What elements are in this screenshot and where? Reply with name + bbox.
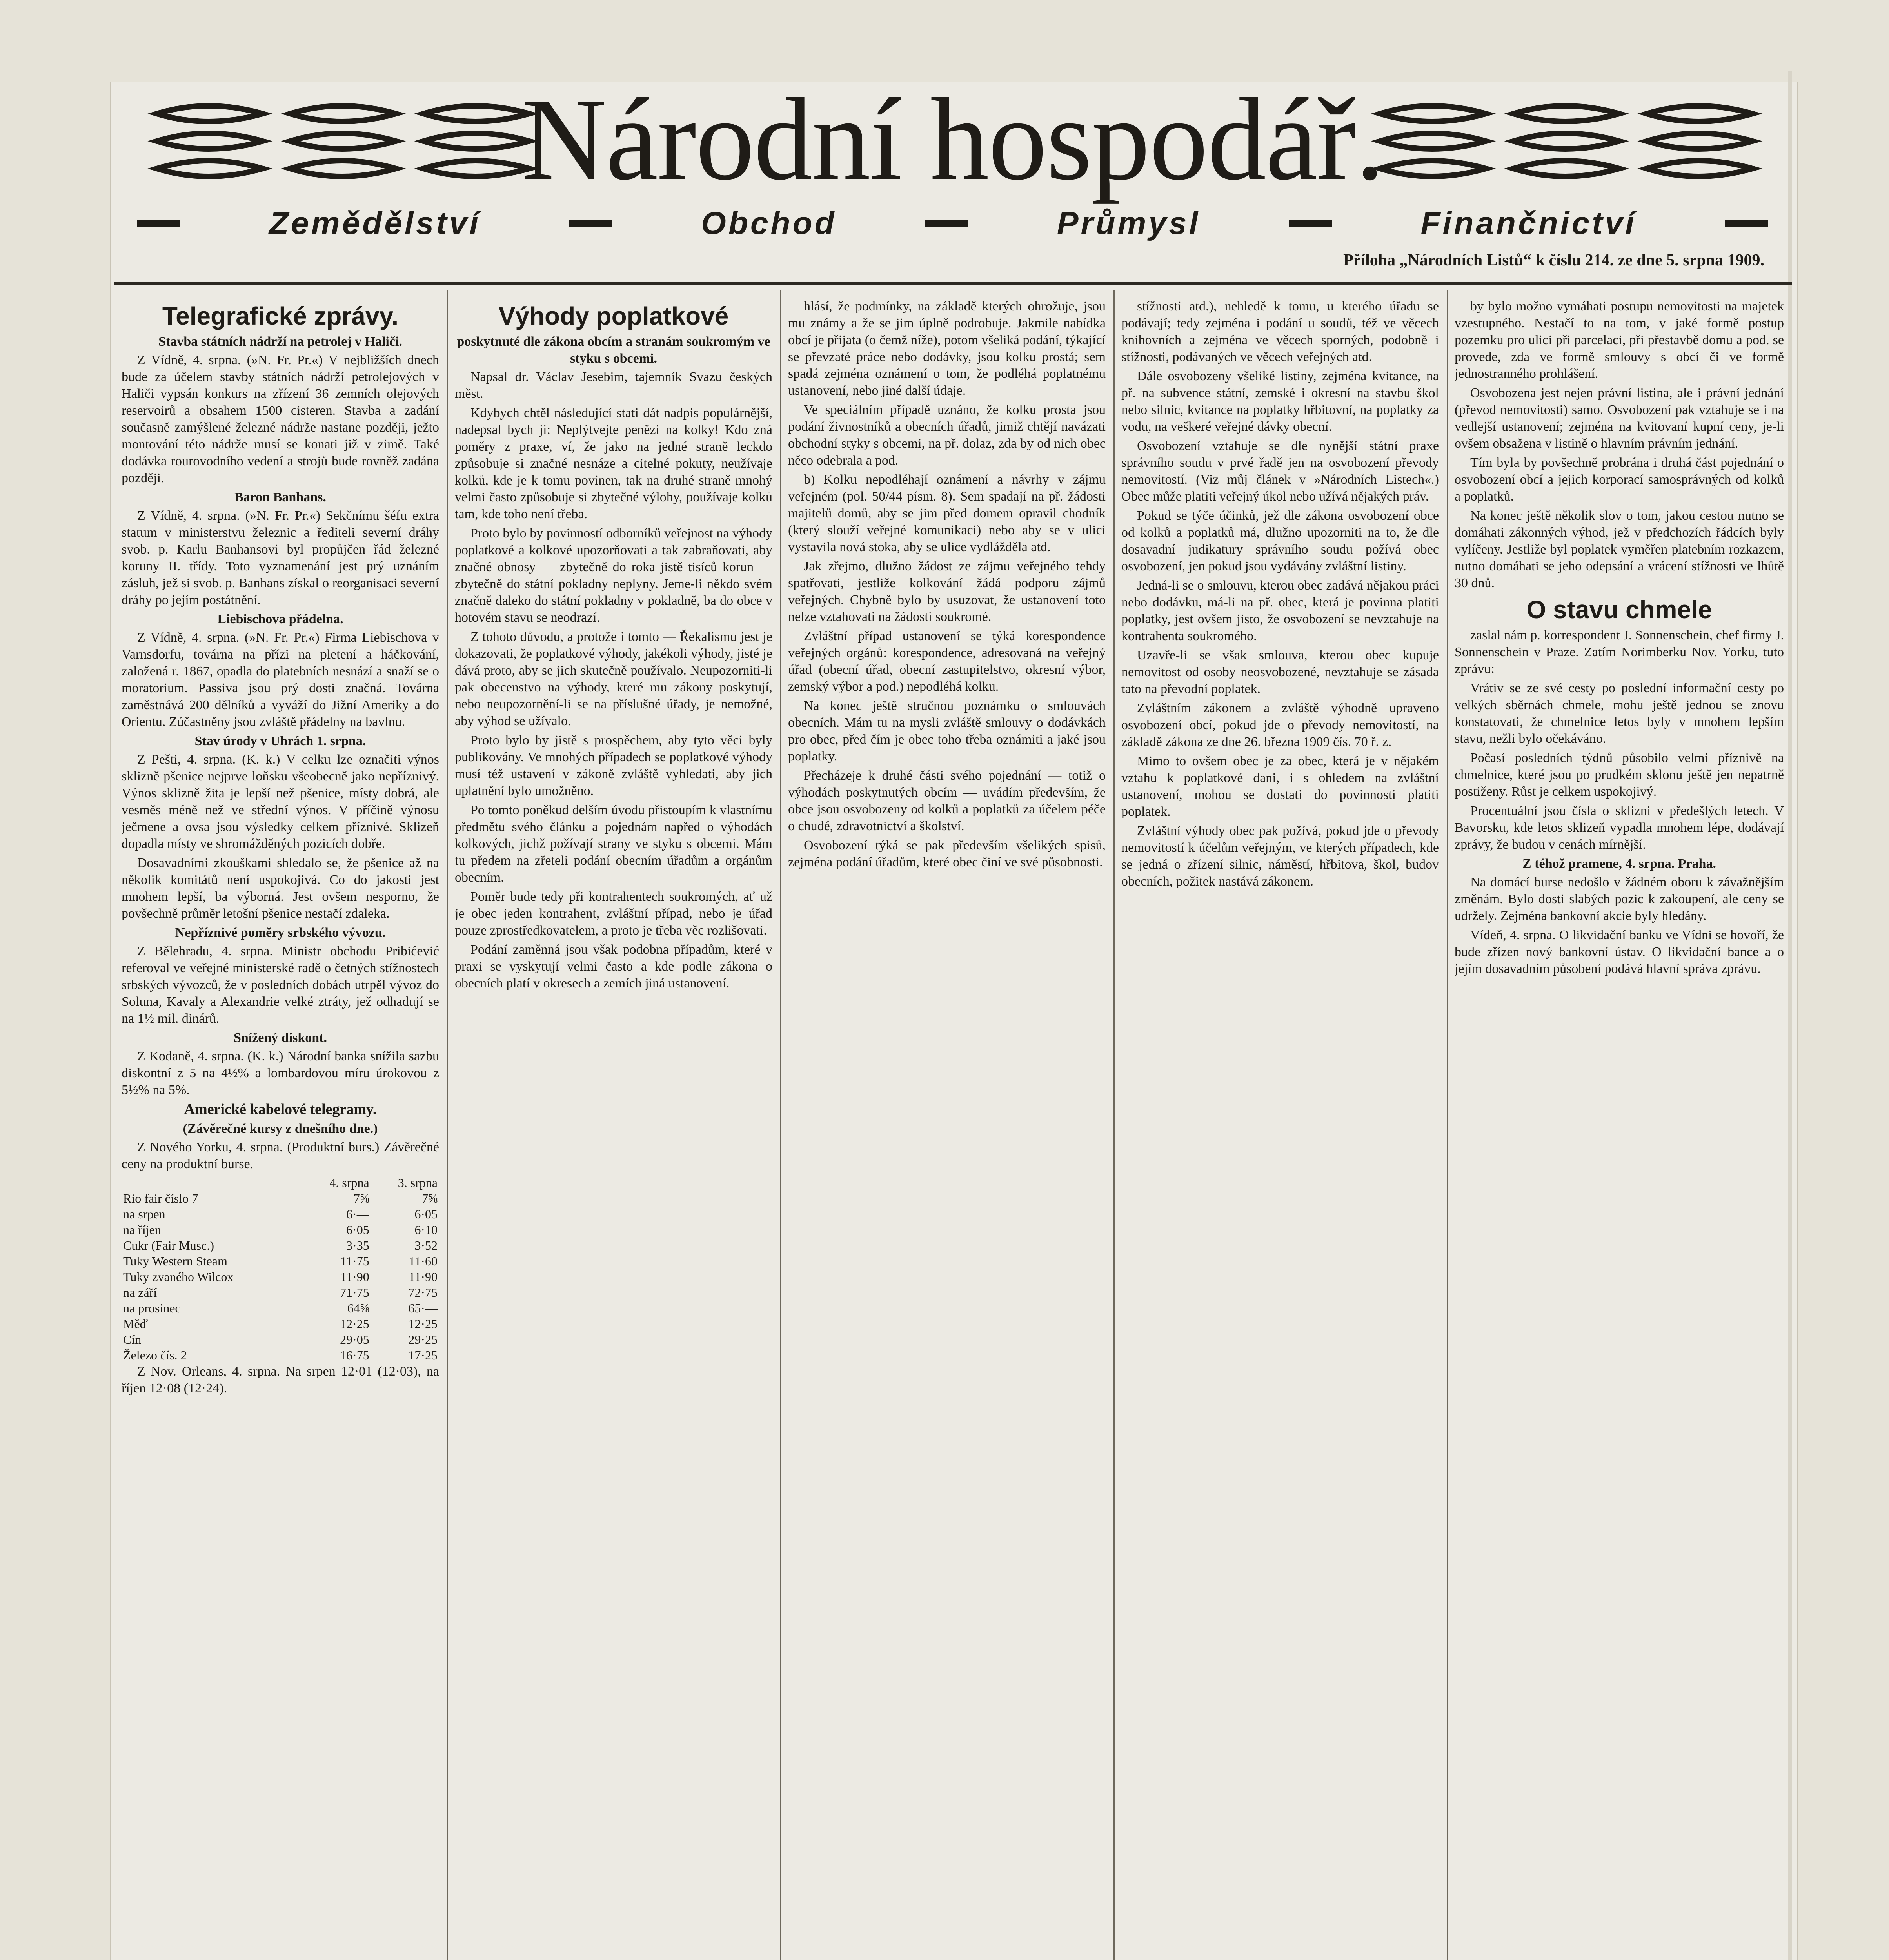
paragraph: Z tohoto důvodu, a protože i tomto — Řekalismu jest je dokazovati, že poplatkové výhody, jakékoli výhody, jisté je dává proto, aby se jich skutečně používalo. Neupozorniti-li pak obecenstvo na výhody, které mu zákony poskytují, nebo neupozornění-li se na příslušné úřady, je nemožné, aby výhod se užívalo. [455,630,772,728]
table-cell: na září [123,1285,157,1299]
column-telegraphs [122,298,439,1960]
rule-dash [1725,220,1768,227]
column-rule [780,290,781,1960]
table-cell: 6·05 [414,1207,438,1221]
paragraph: Z Kodaně, 4. srpna. (K. k.) Národní banka snížila sazbu diskontní z 5 na 4½% a lombardovou míru úrokovou z 5½% na 5%. [122,1049,439,1097]
paragraph: Zvláštním zákonem a zvláště výhodně upraveno osvobození obcí, pokud jde o převody nemovitostí, na základě zákona ze dne 26. března 1909 čís. 70 ř. z. [1121,701,1439,749]
paragraph: b) Kolku nepodléhají oznámení a návrhy v zájmu veřejném (pol. 50/44 písm. 8). Sem spadají na př. žádosti majitelů domů, aby se jim před domem opravil chodník (který slouží veřejné komunikaci) nebo aby se v ulici vystavila nová stoka, aby se ulice vydlážděla atd. [788,472,1106,554]
table-cell: Tuky zvaného Wilcox [123,1270,234,1284]
paragraph: Procentuální jsou čísla o sklizni v předešlých letech. V Bavorsku, kde letos sklizeň vypadla mnohem lépe, dodávají zprávy, že budou v cenách mírnější. [1455,804,1784,852]
table-cell: 29·25 [408,1332,438,1347]
table-cell: 65·— [408,1301,438,1315]
paragraph: Z Vídně, 4. srpna. (»N. Fr. Pr.«) V nejbližších dnech bude za účelem stavby státních nádrží petrolejových v Haliči vypsán konkurs na zřízení 36 zemních olejových reservoirů a obsahem 1500 cisteren. Stavba a zadání současně zamýšlené železné nádrže nastane později, ježto montování této nádrže musí se konati již v zimě. Také dodávka rourovodního vedení a strojů bude rovněž zadána později. [122,353,439,485]
column-fee-benefits [455,298,772,1960]
table-row [122,1191,439,1206]
paragraph: Osvobození vztahuje se dle nynější státní praxe správního soudu v prvé řadě jen na osvobození převody nemovitostí. (Viz můj článek v »Národních Listech«.) Obec může platiti veřejný úkol nebo užívá nějakých práv. [1121,439,1439,504]
market-table [122,1175,439,1363]
table-header [122,1175,302,1191]
table-cell: 12·25 [340,1317,369,1331]
column-3 [788,298,1106,1960]
table-cell: 7⅝ [353,1191,369,1205]
heading-telegraphs: Telegrafické zprávy. [162,302,399,330]
paragraph: Ve speciálním případě uznáno, že kolku prosta jsou podání živnostníků a obecních úřadů, jimiž chtějí navázati obchodní styky s obcemi, na př. dolaz, zda by od nich obec něco odebrala a pod. [788,403,1106,468]
byline: Napsal dr. Václav Jesebim, tajemník Svazu českých měst. [455,370,772,401]
paragraph: Na konec ještě stručnou poznámku o smlouvách obecních. Mám tu na mysli zvláště smlouvy o dodávkách pro obec, před čím je obec toho třeba oznámiti a jaké jsou poplatky. [788,699,1106,764]
paragraph: stížnosti atd.), nehledě k tomu, u kterého úřadu se podávají; tedy zejména i podání u soudů, též ve věcech knihovních a zejména ve věcech sporných, podobně i stížnosti, podávaných ve věcech veřejných atd. [1121,299,1439,364]
section-agriculture: Zemědělství [269,205,481,241]
section-industry: Průmysl [1057,205,1201,241]
paragraph: Vídeň, 4. srpna. O likvidační banku ve Vídni se hovoří, že bude zřízen nový bankovní ústav. O likvidační bance a o jejím dosavadním působení podává hlavní správa zprávu. [1455,928,1784,976]
paragraph: Přecházeje k druhé části svého pojednání — totiž o výhodách poskytnutých obcím — uvádím především, že obce jsou osvobozeny od kolků a poplatků za účelem péče o chudé, zdravotnictví a školství. [788,768,1106,833]
paragraph: Zvláštní případ ustanovení se týká korespondence veřejných orgánů: korespondence, adresovaná na veřejný úřad (obecní úřad, obecní zastupitelstvo, okresní výbor, zemský výbor a pod.) nepodléhá kolku. [788,629,1106,694]
paragraph: Z Bělehradu, 4. srpna. Ministr obchodu Pribićević referoval ve veřejné ministerské radě o četných stížnostech srbských vývozců, že v posledních dobách utrpěl vývoz do Soluna, Kavaly a Alexandrie velké ztráty, jež odhadují se na 1½ mil. dinárů. [122,944,439,1026]
subheading: Nepříznivé poměry srbského vývozu. [175,926,386,940]
table-row [122,1285,439,1300]
masthead-title: Národní hospodář. [521,74,1384,204]
paragraph: Zvláštní výhody obec pak požívá, pokud jde o převody nemovitostí k účelům veřejným, ve kterých případech, kde se jedná o zřízení silnic, náměstí, hřbitova, škol, budov obecních, požitek nastává zákonem. [1121,824,1439,889]
paragraph: Počasí posledních týdnů působilo velmi příznivě na chmelnice, které jsou po prudkém sklonu ještě jen nepatrně postiženy. Růst je celkem uspokojivý. [1455,751,1784,799]
table-cell: 6·05 [346,1223,369,1237]
table-row [122,1206,439,1222]
table-header: 4. srpna [329,1176,369,1190]
paragraph: Jak zřejmo, dlužno žádost ze zájmu veřejného tehdy spatřovati, jestliže kolkování žádá podporu zájmů veřejných. Chybně bylo by usuzovat, že ustanovení toto nelze vztahovati na žádosti soukromé. [788,559,1106,624]
table-row [122,1253,439,1269]
table-cell: Měď [123,1317,148,1331]
paragraph: Podání zaměnná jsou však podobna případům, které v praxi se vyskytují velmi často a kde podle zákona o obecních platí v okresech a zemích jiná ustanovení. [455,942,772,991]
masthead-rule [114,282,1792,285]
paragraph: Uzavře-li se však smlouva, kterou obec kupuje nemovitost od osoby neosvobozené, nevztahuje se zásada tato na převodní poplatek. [1121,648,1439,696]
rule-dash [137,220,180,227]
supplement-note: Příloha „Národních Listů“ k číslu 214. ze dne 5. srpna 1909. [1343,251,1764,269]
heading-fee-benefits: Výhody poplatkové [498,302,729,330]
subheading: (Závěrečné kursy z dnešního dne.) [183,1122,378,1136]
paragraph: Mimo to ovšem obec je za obec, která je v nějakém vztahu k poplatkové dani, i s ohledem na zvláštní ustanovení, mohou se dostati do povinnosti platiti poplatek. [1121,754,1439,819]
table-row [122,1238,439,1253]
paragraph: Z Vídně, 4. srpna. (»N. Fr. Pr.«) Firma Liebischova v Varnsdorfu, továrna na přízi na pletení a háčkování, založená r. 1867, opadla do platebních nesnází a snaží se o moratorium. Passiva jsou prý dosti značná. Továrna zaměstnává 200 dělníků a vyváží do Jižní Ameriky a do Orientu. Zúčastněny jsou zvláště přádelny na bavlnu. [122,630,439,729]
heading-hops: O stavu chmele [1526,595,1712,624]
rule-dash [1289,220,1332,227]
table-header: 3. srpna [398,1176,438,1190]
paragraph: Proto bylo by jistě s prospěchem, aby tyto věci byly publikovány. Ve mnohých případech se poplatkové výhody musí též ustavení v zákoně zvláště vyhledati, aby jich uplatnění bylo umožněno. [455,733,772,798]
table-cell: 29·05 [340,1332,369,1347]
table-row [122,1347,439,1363]
paragraph: Jedná-li se o smlouvu, kterou obec zadává nějakou práci nebo dodávku, má-li na př. obec, která je povinna platiti poplatky, jest ovšem jisto, že osvobození se nevztahuje na kontrahenta soukromého. [1121,578,1439,643]
paragraph: Vrátiv se ze své cesty po poslední informační cesty po velkých sběrnách chmele, mohu ještě jednou se znovu konstatovati, že chmelnice letos byly v mnohem lepším stavu, nežli bylo očekáváno. [1455,681,1784,746]
table-cell: 72·75 [408,1285,438,1299]
column-4 [1121,298,1439,1960]
table-cell: 16·75 [340,1348,369,1362]
subheading: Stav úrody v Uhrách 1. srpna. [194,734,366,748]
table-cell: 6·10 [414,1223,438,1237]
paragraph: Na domácí burse nedošlo v žádném oboru k závažnějším změnám. Bylo dosti slabých pozic k zakoupení, ale ceny se udržely. Zejména bankovní akcie byly hledány. [1455,875,1784,923]
masthead-sections [137,200,1768,247]
table-cell: 12·25 [408,1317,438,1331]
rule-dash [569,220,612,227]
table-cell: na říjen [123,1223,161,1237]
column-rule [1113,290,1115,1960]
paragraph: Osvobozena jest nejen právní listina, ale i právní jednání (převod nemovitosti) samo. Osvobození pak vztahuje se i na vedlejší ustanovení; zejména na kvitovaní kupní ceny, je-li ovšem obsažena v listině o hlavním právním jednání. [1455,386,1784,451]
table-cell: 11·60 [409,1254,438,1268]
column-rule [447,290,448,1960]
table-row [122,1222,439,1238]
table-cell: Železo čís. 2 [123,1348,187,1362]
table-cell: 64⅝ [347,1301,369,1315]
paragraph: Na konec ještě několik slov o tom, jakou cestou nutno se domáhati zákonných výhod, jež v předchozích řádcích byly vylíčeny. Jestliže byl poplatek vyměřen platebním rozkazem, nutno domáhati se jeho odepsání a vrácení stížnosti ve lhůtě 30 dnů. [1455,508,1784,590]
paragraph: Z Vídně, 4. srpna. (»N. Fr. Pr.«) Sekčnímu šéfu extra statum v ministerstvu železnic a řediteli severní dráhy svob. p. Karlu Banhansovi byl propůjčen řád železné koruny II. třídy. Toto vyznamenání jest prý uznáním zásluh, jež si svob. p. Banhans získal o reorganisaci severní dráhy po jejím postátnění. [122,508,439,607]
table-cell: Cín [123,1332,142,1347]
table-cell: 17·25 [408,1348,438,1362]
table-cell: na prosinec [123,1301,181,1315]
paragraph: Po tomto poněkud delším úvodu přistoupím k vlastnímu předmětu svého článku a pojednám napřed o výhodách kolkových, jichž požívají strany ve styku s obcemi. Mám tu předem na zřeteli podání obecním úřadům a orgánům obecním. [455,803,772,885]
subheading: Liebischova přádelna. [217,612,343,626]
table-cell: 11·75 [340,1254,369,1268]
subheading: Z téhož pramene, 4. srpna. Praha. [1522,857,1716,871]
section-trade: Obchod [701,205,837,241]
paragraph: Kdybych chtěl následující stati dát nadpis populárnější, nadepsal bych ji: Neplýtvejte penězi na kolky! Kdo zná poměry z praxe, ví, že jako na jedné straně leckdo způsobuje si značné nesnáze a citelné pokuty, neužívaje kolků, kde je k tomu povinen, tak na druhé straně mnohý velmi často způsobuje si zbytečné výlohy, používaje kolků tam, kde toho není třeba. [455,406,772,521]
paragraph: Dále osvobozeny všeliké listiny, zejména kvitance, na př. na subvence státní, zemské i okresní na stavbu škol nebo silnic, kvitance na poplatky hřbitovní, na poplatky za vodu, na veškeré veřejné dávky obecní. [1121,369,1439,434]
paragraph: Dosavadními zkouškami shledalo se, že pšenice až na několik komitátů není uspokojivá. Co do jakosti jest mnohem lepší, ba výborná. Jest ovšem nesporno, že povšechně průměr letošní pšenice nestačí zdaleka. [122,856,439,921]
table-cell: Cukr (Fair Musc.) [123,1238,214,1252]
paragraph: hlásí, že podmínky, na základě kterých ohrožuje, jsou mu známy a že se jim úplně podrobuje. Jakmile nabídka obcí je přijata (o čemž níže), potom všeliká podání, týkající se převzaté práce nebo dodávky, jsou kolku prostá; sem spadá zejména oznámení o tom, že podléhá poplatnému ustanovení, nebo jiné další údaje. [788,299,1106,398]
table-cell: 3·52 [414,1238,438,1252]
table-cell: 7⅝ [422,1191,438,1205]
table-cell: 11·90 [340,1270,369,1284]
table-cell: Rio fair číslo 7 [123,1191,198,1205]
subheading: Stavba státních nádrží na petrolej v Haliči. [158,334,402,349]
table-cell: na srpen [123,1207,165,1221]
paragraph: by bylo možno vymáhati postupu nemovitosti na majetek vzestupného. Nestačí to na tom, v jaké formě postup pozemku pro ulici při parcelaci, při přestavbě domu a pod. se provede, zda ve formě smlouvy s obcí či ve formě jednostranného prohlášení. [1455,299,1784,381]
table-cell: 6·— [346,1207,369,1221]
table-cell: Tuky Western Steam [123,1254,227,1268]
paragraph: Pokud se týče účinků, jež dle zákona osvobození obce od kolků a poplatků má, dlužno upozorniti na to, že dle dosavadní judikatury správního soudu požívá obec osvobození, jen pokud jsou vydávány zvláštní listiny. [1121,508,1439,573]
column-rule [1447,290,1448,1960]
table-row [122,1269,439,1285]
paragraph: Z Nového Yorku, 4. srpna. (Produktní burs.) Závěrečné ceny na produktní burse. [122,1140,439,1171]
paragraph: zaslal nám p. korrespondent J. Sonnenschein, chef firmy J. Sonnenschein v Praze. Zatím Norimberku Nov. Yorku, tuto zprávu: [1455,628,1784,676]
paragraph: Z Pešti, 4. srpna. (K. k.) V celku lze označiti výnos sklizně pšenice nejprve loňsku všeobecně jako nepříznivý. Výnos sklizně žita je lepší než pšenice, místy dobrá, ale vesměs méně než ve střední výnos. V příčině výnosu ječmene a ovsa jsou výsledky celkem příznivé. Sklizeň dopadla místy ve shromážděných pozicích dobře. [122,752,439,851]
table-header-row [122,1175,439,1191]
column-5 [1455,298,1784,1960]
page-edge [1788,71,1792,1960]
subheading-cable: Americké kabelové telegramy. [184,1101,377,1118]
table-row [122,1300,439,1316]
paragraph: Z Nov. Orleans, 4. srpna. Na srpen 12·01 (12·03), na říjen 12·08 (12·24). [122,1364,439,1396]
table-cell: 3·35 [346,1238,369,1252]
table-row [122,1316,439,1332]
subheading: Baron Banhans. [234,490,326,505]
paragraph: Tím byla by povšechně probrána i druhá část pojednání o osvobození obcí a jejich korporací samosprávných od kolků a poplatků. [1455,456,1784,504]
paragraph: Poměr bude tedy při kontrahentech soukromých, ať už je obec jeden kontrahent, zvláštní případ, nebo je úřad pouze zprostředkovatelem, a proto je třeba věc rozlišovati. [455,889,772,938]
subheading: poskytnuté dle zákona obcím a stranám soukromým ve styku s obcemi. [457,334,770,366]
table-cell: 71·75 [340,1285,369,1299]
table-row [122,1332,439,1347]
paragraph: Proto bylo by povinností odborníků veřejnost na výhody poplatkové a kolkové upozorňovati a tak zabraňovati, aby značné obnosy — zbytečně do roka jistě tisíců korun — zbytečně do státní pokladny neplyny. Jeme-li někdo svém značně daleko do státní pokladny v pokladně, ba do obce v hotovém stavu se neodrazí. [455,526,772,625]
rule-dash [925,220,968,227]
subheading: Snížený diskont. [233,1031,327,1045]
section-finance: Finančnictví [1420,205,1637,241]
table-cell: 11·90 [409,1270,438,1284]
paragraph: Osvobození týká se pak především všelikých spisů, zejména podání úřadům, které obec činí ve své působnosti. [788,838,1106,869]
